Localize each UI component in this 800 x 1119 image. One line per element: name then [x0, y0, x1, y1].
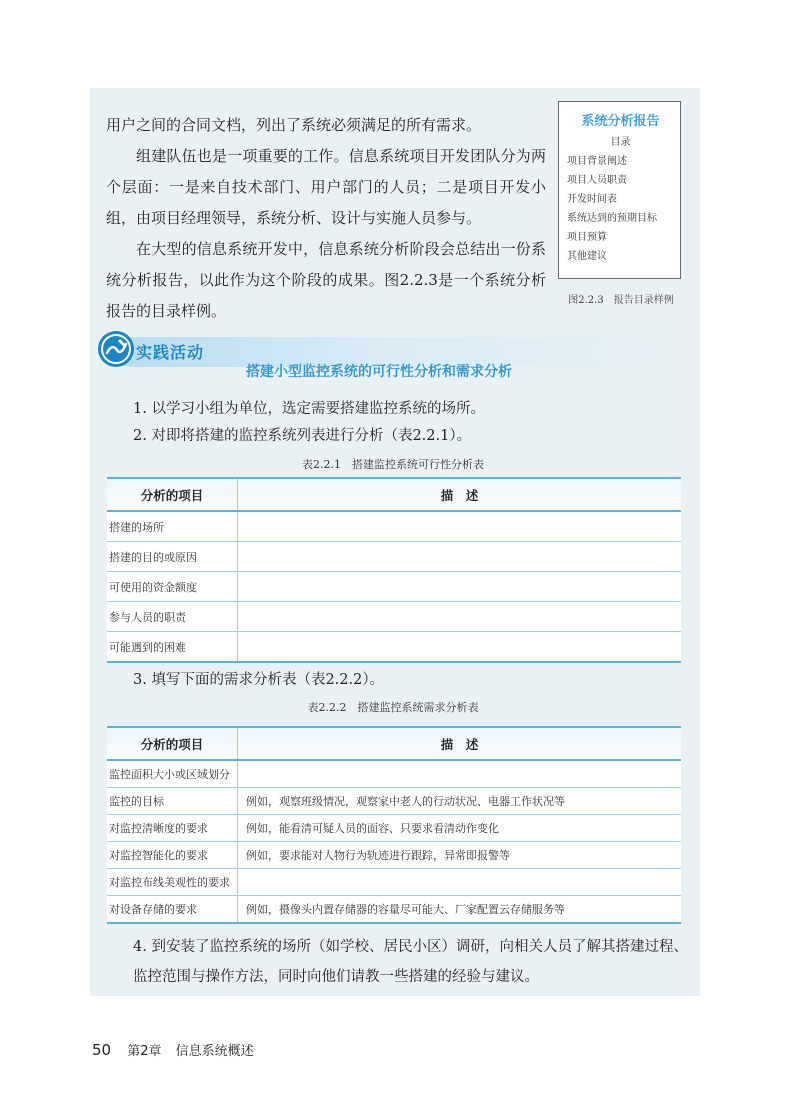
- activity-tag: 实践活动: [136, 343, 205, 362]
- table-row: [107, 602, 681, 632]
- row-item: 搭建的目的或原因: [107, 542, 238, 572]
- table-header-row: [107, 478, 681, 511]
- chapter-label: 第2章: [127, 1044, 162, 1059]
- table-header-row: [107, 727, 681, 760]
- activity-title: 搭建小型监控系统的可行性分析和需求分析: [246, 364, 512, 380]
- activity-step-2: 2. 对即将搭建的监控系统列表进行分析（表2.2.1）。: [133, 428, 472, 444]
- row-description: [238, 869, 682, 896]
- chapter-title: 信息系统概述: [175, 1044, 254, 1059]
- toc-title: 系统分析报告: [581, 114, 660, 129]
- row-description: [238, 760, 682, 788]
- toc-item: 其他建议: [567, 251, 607, 262]
- table-row: [107, 896, 681, 924]
- toc-item: 开发时间表: [567, 194, 617, 205]
- intro-paragraph-3: 在大型的信息系统开发中，信息系统分析阶段会总结出一份系统分析报告，以此作为这个阶段的成果。图2.2.3是一个系统分析报告的目录样例。: [106, 240, 546, 320]
- toc-item: 项目背景阐述: [567, 156, 627, 167]
- row-item: 搭建的场所: [107, 511, 238, 542]
- row-description: [238, 572, 682, 602]
- table-row: [107, 542, 681, 572]
- table-row: [107, 788, 681, 815]
- toc-item: 项目人员职责: [567, 175, 627, 186]
- row-item: 参与人员的职责: [107, 602, 238, 632]
- column-header-description: 描 述: [238, 478, 682, 511]
- activity-header: [96, 327, 700, 381]
- page-footer: [92, 1040, 254, 1059]
- table-row: [107, 572, 681, 602]
- row-item: 对设备存储的要求: [107, 896, 238, 924]
- activity-logo-icon: [96, 329, 136, 369]
- table-2-caption: 表2.2.2 搭建监控系统需求分析表: [307, 701, 479, 714]
- page-number: 50: [92, 1041, 112, 1059]
- column-header-item: 分析的项目: [107, 727, 238, 760]
- toc-item: 系统达到的预期目标: [567, 213, 657, 224]
- requirements-table: [107, 726, 681, 924]
- table-row: [107, 869, 681, 896]
- table-row: [107, 632, 681, 663]
- row-description: [238, 632, 682, 663]
- activity-step-3: 3. 填写下面的需求分析表（表2.2.2）。: [133, 672, 385, 688]
- intro-paragraph-2: 组建队伍也是一项重要的工作。信息系统项目开发团队分为两个层面：一是来自技术部门、用户部门的人员；二是项目开发小组，由项目经理领导，系统分析、设计与实施人员参与。: [106, 147, 546, 227]
- table-row: [107, 760, 681, 788]
- column-header-description: 描 述: [238, 727, 682, 760]
- table-row: [107, 511, 681, 542]
- row-item: 监控面积大小或区域划分: [107, 760, 238, 788]
- row-description: 例如，观察班级情况，观察家中老人的行动状况、电器工作状况等: [238, 788, 682, 815]
- row-item: 监控的目标: [107, 788, 238, 815]
- table-1-caption: 表2.2.1 搭建监控系统可行性分析表: [302, 458, 484, 471]
- toc-heading: 目录: [610, 137, 631, 148]
- row-item: 可使用的资金额度: [107, 572, 238, 602]
- row-description: 例如，摄像头内置存储器的容量尽可能大、厂家配置云存储服务等: [238, 896, 682, 924]
- table-row: [107, 842, 681, 869]
- toc-item: 项目预算: [567, 232, 607, 243]
- row-item: 可能遇到的困难: [107, 632, 238, 663]
- row-description: 例如，要求能对人物行为轨迹进行跟踪，异常即报警等: [238, 842, 682, 869]
- activity-step-4: 4. 到安装了监控系统的场所（如学校、居民小区）调研，向相关人员了解其搭建过程、监控范围与操作方法，同时向他们请教一些搭建的经验与建议。: [133, 939, 688, 985]
- activity-step-1: 1. 以学习小组为单位，选定需要搭建监控系统的场所。: [133, 401, 485, 417]
- figure-caption: 图2.2.3 报告目录样例: [568, 295, 674, 306]
- intro-line-1: 用户之间的合同文档，列出了系统必须满足的所有需求。: [106, 116, 482, 134]
- table-row: [107, 815, 681, 842]
- row-description: [238, 542, 682, 572]
- row-item: 对监控布线美观性的要求: [107, 869, 238, 896]
- row-item: 对监控智能化的要求: [107, 842, 238, 869]
- row-item: 对监控清晰度的要求: [107, 815, 238, 842]
- row-description: [238, 602, 682, 632]
- column-header-item: 分析的项目: [107, 478, 238, 511]
- intro-text: [106, 110, 546, 327]
- report-toc-figure: [558, 101, 681, 279]
- row-description: [238, 511, 682, 542]
- row-description: 例如，能看清可疑人员的面容、只要求看清动作变化: [238, 815, 682, 842]
- feasibility-table: [107, 477, 681, 663]
